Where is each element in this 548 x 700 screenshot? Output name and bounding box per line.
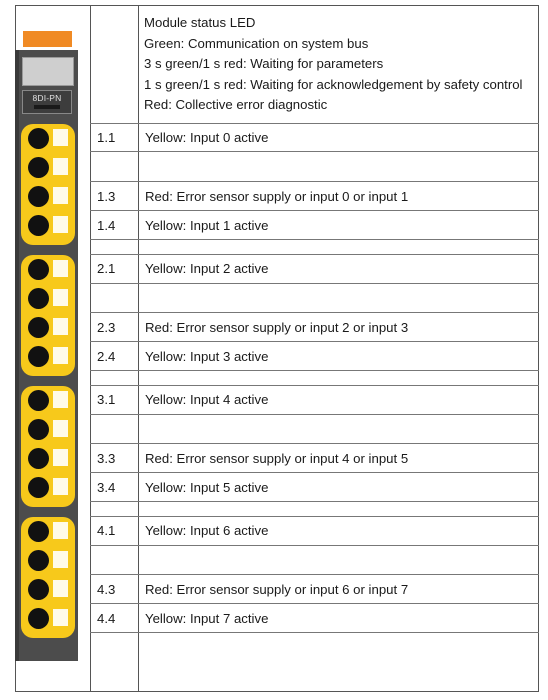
terminal-led-icon: [53, 580, 68, 597]
terminal-hole-icon: [28, 128, 49, 149]
row-divider: [90, 283, 539, 284]
row-divider: [90, 341, 539, 342]
row-divider: [90, 312, 539, 313]
terminal-led-icon: [53, 522, 68, 539]
terminal-led-icon: [53, 449, 68, 466]
terminal-led-icon: [53, 158, 68, 175]
terminal-hole-icon: [28, 390, 49, 411]
terminal-hole-icon: [28, 448, 49, 469]
terminal-4-1: [21, 517, 75, 546]
module-window: [22, 57, 74, 86]
terminal-led-icon: [53, 129, 68, 146]
terminal-hole-icon: [28, 579, 49, 600]
terminal-number: 4.1: [97, 523, 116, 538]
terminal-1-3: [21, 182, 75, 211]
terminal-led-icon: [53, 551, 68, 568]
row-divider: [90, 545, 539, 546]
terminal-number: 4.3: [97, 582, 116, 597]
terminal-4-2: [21, 546, 75, 575]
terminal-hole-icon: [28, 608, 49, 629]
row-divider: [90, 385, 539, 386]
terminal-led-icon: [53, 391, 68, 408]
terminal-hole-icon: [28, 346, 49, 367]
terminal-hole-icon: [28, 550, 49, 571]
terminal-description: Red: Error sensor supply or input 6 or input 7: [145, 582, 409, 597]
terminal-number: 3.3: [97, 451, 116, 466]
terminal-description: Yellow: Input 6 active: [145, 523, 269, 538]
row-divider: [90, 123, 539, 124]
terminal-hole-icon: [28, 157, 49, 178]
terminal-led-icon: [53, 420, 68, 437]
terminal-2-2: [21, 284, 75, 313]
status-led-icon: [23, 31, 72, 47]
terminal-number: 2.4: [97, 349, 116, 364]
terminal-description: Yellow: Input 2 active: [145, 261, 269, 276]
status-line: Red: Collective error diagnostic: [144, 97, 328, 113]
terminal-led-icon: [53, 318, 68, 335]
terminal-3-1: [21, 386, 75, 415]
row-divider: [90, 443, 539, 444]
terminal-block-4: [21, 517, 75, 638]
terminal-hole-icon: [28, 521, 49, 542]
terminal-description: Yellow: Input 1 active: [145, 218, 269, 233]
row-divider: [90, 472, 539, 473]
terminal-led-icon: [53, 347, 68, 364]
terminal-number: 1.1: [97, 130, 116, 145]
row-divider: [90, 181, 539, 182]
terminal-3-3: [21, 444, 75, 473]
terminal-led-icon: [53, 289, 68, 306]
module-label-plate: [22, 90, 72, 114]
row-divider: [90, 414, 539, 415]
row-divider: [90, 151, 539, 152]
terminal-2-4: [21, 342, 75, 371]
row-divider: [90, 210, 539, 211]
terminal-hole-icon: [28, 419, 49, 440]
column-divider: [90, 5, 91, 692]
terminal-number: 1.4: [97, 218, 116, 233]
status-line: 3 s green/1 s red: Waiting for parameters: [144, 56, 384, 72]
terminal-number: 3.1: [97, 392, 116, 407]
terminal-led-icon: [53, 216, 68, 233]
terminal-hole-icon: [28, 288, 49, 309]
terminal-1-4: [21, 211, 75, 240]
label-slot: [34, 105, 60, 109]
terminal-3-4: [21, 473, 75, 502]
module-label: 8DI-PN: [32, 93, 62, 103]
row-divider: [90, 516, 539, 517]
terminal-description: Yellow: Input 7 active: [145, 611, 269, 626]
row-divider: [90, 239, 539, 240]
terminal-3-2: [21, 415, 75, 444]
status-line: 1 s green/1 s red: Waiting for acknowledgement by safety control: [144, 76, 523, 92]
terminal-description: Yellow: Input 5 active: [145, 480, 269, 495]
terminal-description: Yellow: Input 4 active: [145, 392, 269, 407]
row-divider: [90, 632, 539, 633]
terminal-hole-icon: [28, 317, 49, 338]
terminal-number: 3.4: [97, 480, 116, 495]
row-divider: [90, 574, 539, 575]
terminal-block-1: [21, 124, 75, 245]
status-led-description: [144, 13, 534, 116]
terminal-led-icon: [53, 609, 68, 626]
terminal-4-4: [21, 604, 75, 633]
terminal-description: Red: Error sensor supply or input 2 or input 3: [145, 320, 409, 335]
row-divider: [90, 501, 539, 502]
terminal-number: 2.1: [97, 261, 116, 276]
terminal-4-3: [21, 575, 75, 604]
terminal-description: Yellow: Input 0 active: [145, 130, 269, 145]
terminal-hole-icon: [28, 215, 49, 236]
column-divider: [138, 5, 139, 692]
terminal-hole-icon: [28, 259, 49, 280]
terminal-description: Yellow: Input 3 active: [145, 349, 269, 364]
terminal-number: 4.4: [97, 611, 116, 626]
terminal-description: Red: Error sensor supply or input 0 or input 1: [145, 189, 409, 204]
terminal-1-2: [21, 153, 75, 182]
terminal-hole-icon: [28, 477, 49, 498]
terminal-2-3: [21, 313, 75, 342]
module-housing-edge: [15, 50, 19, 661]
row-divider: [90, 254, 539, 255]
terminal-2-1: [21, 255, 75, 284]
terminal-block-2: [21, 255, 75, 376]
row-divider: [90, 603, 539, 604]
status-line: Green: Communication on system bus: [144, 35, 369, 51]
terminal-description: Red: Error sensor supply or input 4 or input 5: [145, 451, 409, 466]
terminal-1-1: [21, 124, 75, 153]
row-divider: [90, 370, 539, 371]
terminal-number: 1.3: [97, 189, 116, 204]
terminal-hole-icon: [28, 186, 49, 207]
terminal-block-3: [21, 386, 75, 507]
status-line: Module status LED: [144, 15, 256, 30]
terminal-led-icon: [53, 260, 68, 277]
terminal-number: 2.3: [97, 320, 116, 335]
terminal-led-icon: [53, 478, 68, 495]
terminal-led-icon: [53, 187, 68, 204]
